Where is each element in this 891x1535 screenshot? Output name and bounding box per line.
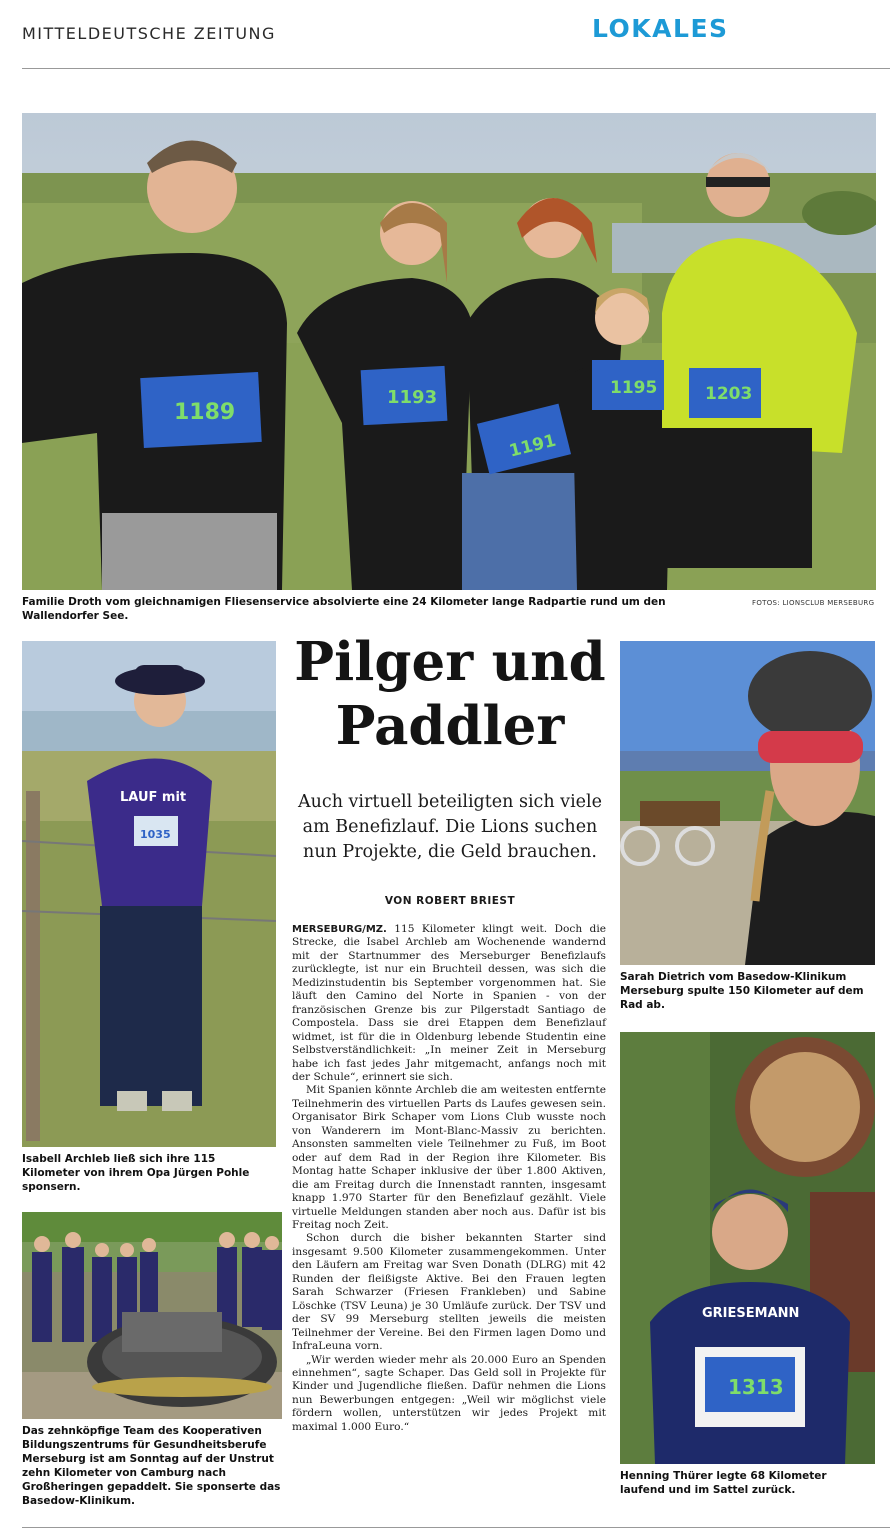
- headline-line-2: Paddler: [335, 695, 565, 757]
- bib-number: 1195: [610, 378, 658, 398]
- photo-credit: FOTOS: LIONSCLUB MERSEBURG: [752, 599, 875, 607]
- article-body: [292, 923, 606, 1434]
- paragraph: Mit Spanien könnte Archleb die am weitesten entfernte Teilnehmerin des virtuellen Parts ds Laufes gewesen sein. Organisator Birk Schaper vom Lions Club wusste noch von Wanderern im Mont-Blanc-Massiv zu berichten. Ansonsten sammelten viele Teilnehmer zu Fuß, im Boot oder auf dem Rad in der Region ihre Kilometer. Bis Montag hatte Schaper inklusive der über 1.800 Aktiven, die am Freitag durch die Innenstadt rannten, insgesamt knapp 1.970 Starter für den Benefizlauf gezählt. Viele virtuelle Meldungen standen aber noch aus. Dafür ist bis Freitag noch Zeit.: [292, 1084, 606, 1231]
- pilgrim-photo: [22, 641, 276, 1147]
- bib-number: 1313: [728, 1375, 784, 1399]
- paragraph: Schon durch die bisher bekannten Starter sind insgesamt 9.500 Kilometer zusammengekommen. Unter den Läufern am Freitag war Sven Donath (DLRG) mit 42 Runden der fleißigste Aktive. Bei den Frauen legten Sarah Schwarzer (Friesen Frankleben) und Sabine Löschke (TSV Leuna) je 30 Umläufe zurück. Der TSV und der SV 99 Merseburg stellten jeweils die meisten Teilnehmer der Vereine. Bei den Firmen lagen Domo und InfraLeuna vorn.: [292, 1232, 606, 1353]
- paragraph: MERSEBURG/MZ. 115 Kilometer klingt weit. Doch die Strecke, die Isabel Archleb am Wochenende wandernd mit der Startnummer des Merseburger Benefizlaufs zurücklegte, ist nur ein Bruchteil dessen, was sich die Medizinstudentin bis September vorgenommen hat. Sie läuft den Camino del Norte in Spanien - von der französischen Grenze bis zur Pilgerstadt Santiago de Compostela. Dass sie drei Etappen dem Benefizlauf widmet, ist für die in Oldenburg lebende Studentin eine Selbstverständlichkeit: „In meiner Zeit in Merseburg habe ich fast jedes Jahr mitgemacht, anfangs noch mit der Schule“, erinnert sie sich.: [292, 923, 606, 1083]
- shirt-text: LAUF mit: [120, 790, 187, 805]
- group-photo: [22, 113, 876, 590]
- section-title: LOKALES: [592, 14, 729, 43]
- footer-rule: [22, 1527, 890, 1528]
- cyclist-caption: Sarah Dietrich vom Basedow-Klinikum Merseburg spulte 150 Kilometer auf dem Rad ab.: [620, 971, 864, 1011]
- paragraph: „Wir werden wieder mehr als 20.000 Euro an Spenden einnehmen“, sagte Schaper. Das Geld soll in Projekte für Kinder und Jugendliche fließen. Dafür nehmen die Lions nun Bewerbungen entgegen: „Weil wir möglichst viele fördern wollen, unterstützen wir jedes Projekt mit maximal 1.000 Euro.“: [292, 1353, 606, 1433]
- shirt-text: GRIESEMANN: [702, 1306, 800, 1321]
- masthead: MITTELDEUTSCHE ZEITUNG: [22, 24, 276, 43]
- dateline: MERSEBURG/MZ.: [292, 924, 387, 935]
- byline: VON ROBERT BRIEST: [384, 895, 516, 907]
- pilgrim-caption: Isabell Archleb ließ sich ihre 115 Kilometer von ihrem Opa Jürgen Pohle sponsern.: [22, 1153, 250, 1193]
- runner-caption: Henning Thürer legte 68 Kilometer laufend und im Sattel zurück.: [620, 1470, 827, 1496]
- bib-number: 1035: [140, 828, 171, 841]
- header-rule: [22, 68, 890, 69]
- paddle-team-photo: [22, 1212, 282, 1419]
- bib-number: 1189: [174, 400, 236, 425]
- runner-photo: [620, 1032, 875, 1464]
- teaser: Auch virtuell beteiligten sich viele am Benefizlauf. Die Lions suchen nun Projekte, die Geld brauchen.: [298, 792, 602, 862]
- headline-line-1: Pilger und: [294, 631, 606, 693]
- cyclist-photo: [620, 641, 875, 965]
- headline: [292, 630, 608, 758]
- paddle-team-caption: Das zehnköpfige Team des Kooperativen Bildungszentrums für Gesundheitsberufe Merseburg ist am Sonntag auf der Unstrut zehn Kilometer von Camburg nach Großheringen gepaddelt. Sie sponserte das Basedow-Klinikum.: [22, 1425, 281, 1507]
- bib-number: 1191: [507, 430, 559, 462]
- bib-number: 1193: [387, 387, 438, 408]
- top-photo-caption: Familie Droth vom gleichnamigen Fliesenservice absolvierte eine 24 Kilometer lange Radpartie rund um den Wallendorfer See.: [22, 596, 666, 622]
- bib-number: 1203: [705, 384, 753, 404]
